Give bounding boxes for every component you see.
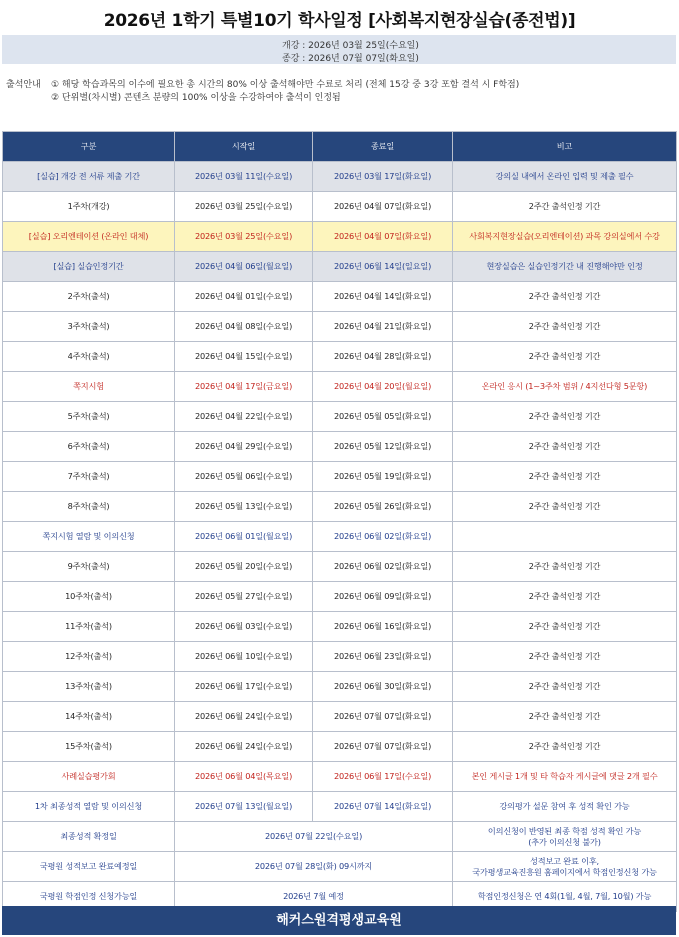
cell-remarks: 2주간 출석인정 기간 [453,402,677,432]
remark-line-1: 성적보고 완료 이후, [530,855,599,866]
cell-category: 2주차(출석) [3,282,175,312]
cell-end-date: 2026년 04월 21일(화요일) [313,312,453,342]
cell-remarks: 2주간 출석인정 기간 [453,702,677,732]
cell-end-date: 2026년 06월 02일(화요일) [313,552,453,582]
table-row [3,462,677,492]
cell-merged-date: 2026년 07월 22일(수요일) [175,822,453,852]
cell-category: 4주차(출석) [3,342,175,372]
table-row [3,252,677,282]
cell-end-date: 2026년 04월 07일(화요일) [313,192,453,222]
table-row [3,222,677,252]
table-row [3,702,677,732]
table-row [3,402,677,432]
table-row [3,282,677,312]
cell-category: [실습] 실습인정기간 [3,252,175,282]
cell-start-date: 2026년 05월 20일(수요일) [175,552,313,582]
table-row [3,522,677,552]
cell-category: 13주차(출석) [3,672,175,702]
cell-remarks: 2주간 출석인정 기간 [453,612,677,642]
cell-category: [실습] 개강 전 서류 제출 기간 [3,162,175,192]
cell-start-date: 2026년 05월 06일(수요일) [175,462,313,492]
cell-remarks: 2주간 출석인정 기간 [453,432,677,462]
table-row [3,372,677,402]
cell-category: 5주차(출석) [3,402,175,432]
header-category: 구분 [3,132,175,162]
cell-category: 10주차(출석) [3,582,175,612]
cell-category: 15주차(출석) [3,732,175,762]
cell-start-date: 2026년 06월 17일(수요일) [175,672,313,702]
cell-category: 쪽지시험 [3,372,175,402]
cell-start-date: 2026년 06월 03일(수요일) [175,612,313,642]
table-row [3,852,677,882]
cell-remarks: 현장실습은 실습인정기간 내 진행해야만 인정 [453,252,677,282]
table-row [3,792,677,822]
cell-end-date: 2026년 05월 19일(화요일) [313,462,453,492]
cell-start-date: 2026년 06월 04일(목요일) [175,762,313,792]
cell-remarks: 2주간 출석인정 기간 [453,552,677,582]
cell-start-date: 2026년 04월 08일(수요일) [175,312,313,342]
table-row [3,672,677,702]
cell-end-date: 2026년 03월 17일(화요일) [313,162,453,192]
cell-end-date: 2026년 07월 07일(화요일) [313,702,453,732]
table-row [3,822,677,852]
cell-category: 7주차(출석) [3,462,175,492]
cell-category: 11주차(출석) [3,612,175,642]
cell-remarks: 2주간 출석인정 기간 [453,342,677,372]
cell-category: 14주차(출석) [3,702,175,732]
cell-end-date: 2026년 06월 09일(화요일) [313,582,453,612]
cell-merged-date: 2026년 7월 예정 [175,882,453,912]
cell-end-date: 2026년 05월 12일(화요일) [313,432,453,462]
cell-end-date: 2026년 06월 16일(화요일) [313,612,453,642]
cell-end-date: 2026년 05월 05일(화요일) [313,402,453,432]
cell-end-date: 2026년 04월 28일(화요일) [313,342,453,372]
cell-end-date: 2026년 05월 26일(화요일) [313,492,453,522]
cell-end-date: 2026년 06월 23일(화요일) [313,642,453,672]
cell-remarks: 2주간 출석인정 기간 [453,462,677,492]
schedule-table [2,131,677,912]
cell-remarks: 강의실 내에서 온라인 입력 및 제출 필수 [453,162,677,192]
table-row [3,162,677,192]
cell-category: 1차 최종성적 열람 및 이의신청 [3,792,175,822]
cell-end-date: 2026년 07월 07일(화요일) [313,732,453,762]
cell-remarks: 2주간 출석인정 기간 [453,642,677,672]
remark-line-2: (추가 이의신청 불가) [528,836,601,847]
table-row [3,492,677,522]
term-dates-box [2,35,676,64]
cell-start-date: 2026년 05월 13일(수요일) [175,492,313,522]
cell-end-date: 2026년 06월 14일(일요일) [313,252,453,282]
cell-start-date: 2026년 03월 25일(수요일) [175,222,313,252]
cell-remarks [453,852,677,882]
cell-category: 3주차(출석) [3,312,175,342]
notice-line-2: ② 단위별(차시별) 콘텐츠 분량의 100% 이상을 수강하여야 출석이 인정됨 [51,93,341,103]
table-row [3,612,677,642]
cell-remarks: 2주간 출석인정 기간 [453,312,677,342]
cell-remarks: 2주간 출석인정 기간 [453,582,677,612]
cell-start-date: 2026년 06월 24일(수요일) [175,732,313,762]
cell-end-date: 2026년 06월 17일(수요일) [313,762,453,792]
cell-remarks [453,822,677,852]
cell-remarks: 2주간 출석인정 기간 [453,492,677,522]
remark-line-2: 국가평생교육진흥원 홈페이지에서 학점인정신청 가능 [472,866,657,877]
cell-category: 쪽지시험 열람 및 이의신청 [3,522,175,552]
remark-line-1: 학점인정신청은 연 4회(1월, 4월, 7월, 10월) 가능 [477,891,652,901]
cell-start-date: 2026년 03월 11일(수요일) [175,162,313,192]
cell-category: 최종성적 확정일 [3,822,175,852]
table-row [3,312,677,342]
cell-start-date: 2026년 06월 10일(수요일) [175,642,313,672]
cell-category: 1주차(개강) [3,192,175,222]
header-end-date: 종료일 [313,132,453,162]
table-row [3,192,677,222]
opening-date: 개강 : 2026년 03월 25일(수요일) [282,41,419,51]
header-start-date: 시작일 [175,132,313,162]
notice-line-1: ① 해당 학습과목의 이수에 필요한 총 시간의 80% 이상 출석해야만 수료로 처리 (전체 15강 중 3강 포함 결석 시 F학점) [51,80,520,90]
cell-category: [실습] 오리엔테이션 (온라인 대체) [3,222,175,252]
cell-category: 국평원 성적보고 완료예정일 [3,852,175,882]
cell-category: 9주차(출석) [3,552,175,582]
cell-start-date: 2026년 06월 01일(월요일) [175,522,313,552]
page-title: 2026년 1학기 특별10기 학사일정 [사회복지현장실습(종전법)] [103,11,576,31]
cell-remarks: 사회복지현장실습(오리엔테이션) 과목 강의실에서 수강 [453,222,677,252]
cell-end-date: 2026년 04월 07일(화요일) [313,222,453,252]
cell-category: 8주차(출석) [3,492,175,522]
cell-start-date: 2026년 03월 25일(수요일) [175,192,313,222]
cell-start-date: 2026년 04월 15일(수요일) [175,342,313,372]
cell-start-date: 2026년 07월 13일(월요일) [175,792,313,822]
cell-start-date: 2026년 04월 29일(수요일) [175,432,313,462]
cell-remarks: 2주간 출석인정 기간 [453,282,677,312]
cell-category: 국평원 학점인정 신청가능일 [3,882,175,912]
table-row [3,642,677,672]
cell-start-date: 2026년 04월 22일(수요일) [175,402,313,432]
cell-start-date: 2026년 06월 24일(수요일) [175,702,313,732]
cell-remarks: 2주간 출석인정 기간 [453,732,677,762]
cell-remarks: 본인 게시글 1개 및 타 학습자 게시글에 댓글 2개 필수 [453,762,677,792]
header-remarks: 비고 [453,132,677,162]
cell-end-date: 2026년 07월 14일(화요일) [313,792,453,822]
remark-line-1: 이의신청이 반영된 최종 학점 성적 확인 가능 [487,825,642,836]
table-row [3,762,677,792]
cell-remarks: 2주간 출석인정 기간 [453,672,677,702]
cell-start-date: 2026년 04월 06일(월요일) [175,252,313,282]
cell-start-date: 2026년 04월 17일(금요일) [175,372,313,402]
cell-merged-date: 2026년 07월 28일(화) 09시까지 [175,852,453,882]
table-row [3,582,677,612]
closing-date: 종강 : 2026년 07월 07일(화요일) [282,54,419,64]
cell-remarks: 온라인 응시 (1~3주차 범위 / 4지선다형 5문항) [453,372,677,402]
footer-brand: 해커스원격평생교육원 [2,906,676,935]
cell-start-date: 2026년 05월 27일(수요일) [175,582,313,612]
table-row [3,552,677,582]
cell-end-date: 2026년 04월 20일(월요일) [313,372,453,402]
cell-end-date: 2026년 06월 02일(화요일) [313,522,453,552]
cell-remarks: 강의평가 설문 참여 후 성적 확인 가능 [453,792,677,822]
cell-category: 12주차(출석) [3,642,175,672]
table-header-row [3,132,677,162]
cell-end-date: 2026년 04월 14일(화요일) [313,282,453,312]
table-row [3,342,677,372]
cell-end-date: 2026년 06월 30일(화요일) [313,672,453,702]
cell-start-date: 2026년 04월 01일(수요일) [175,282,313,312]
notice-label: 출석안내 [6,80,41,90]
cell-category: 사례실습평가회 [3,762,175,792]
cell-remarks: 2주간 출석인정 기간 [453,192,677,222]
cell-category: 6주차(출석) [3,432,175,462]
cell-remarks [453,522,677,552]
table-row [3,732,677,762]
table-row [3,432,677,462]
